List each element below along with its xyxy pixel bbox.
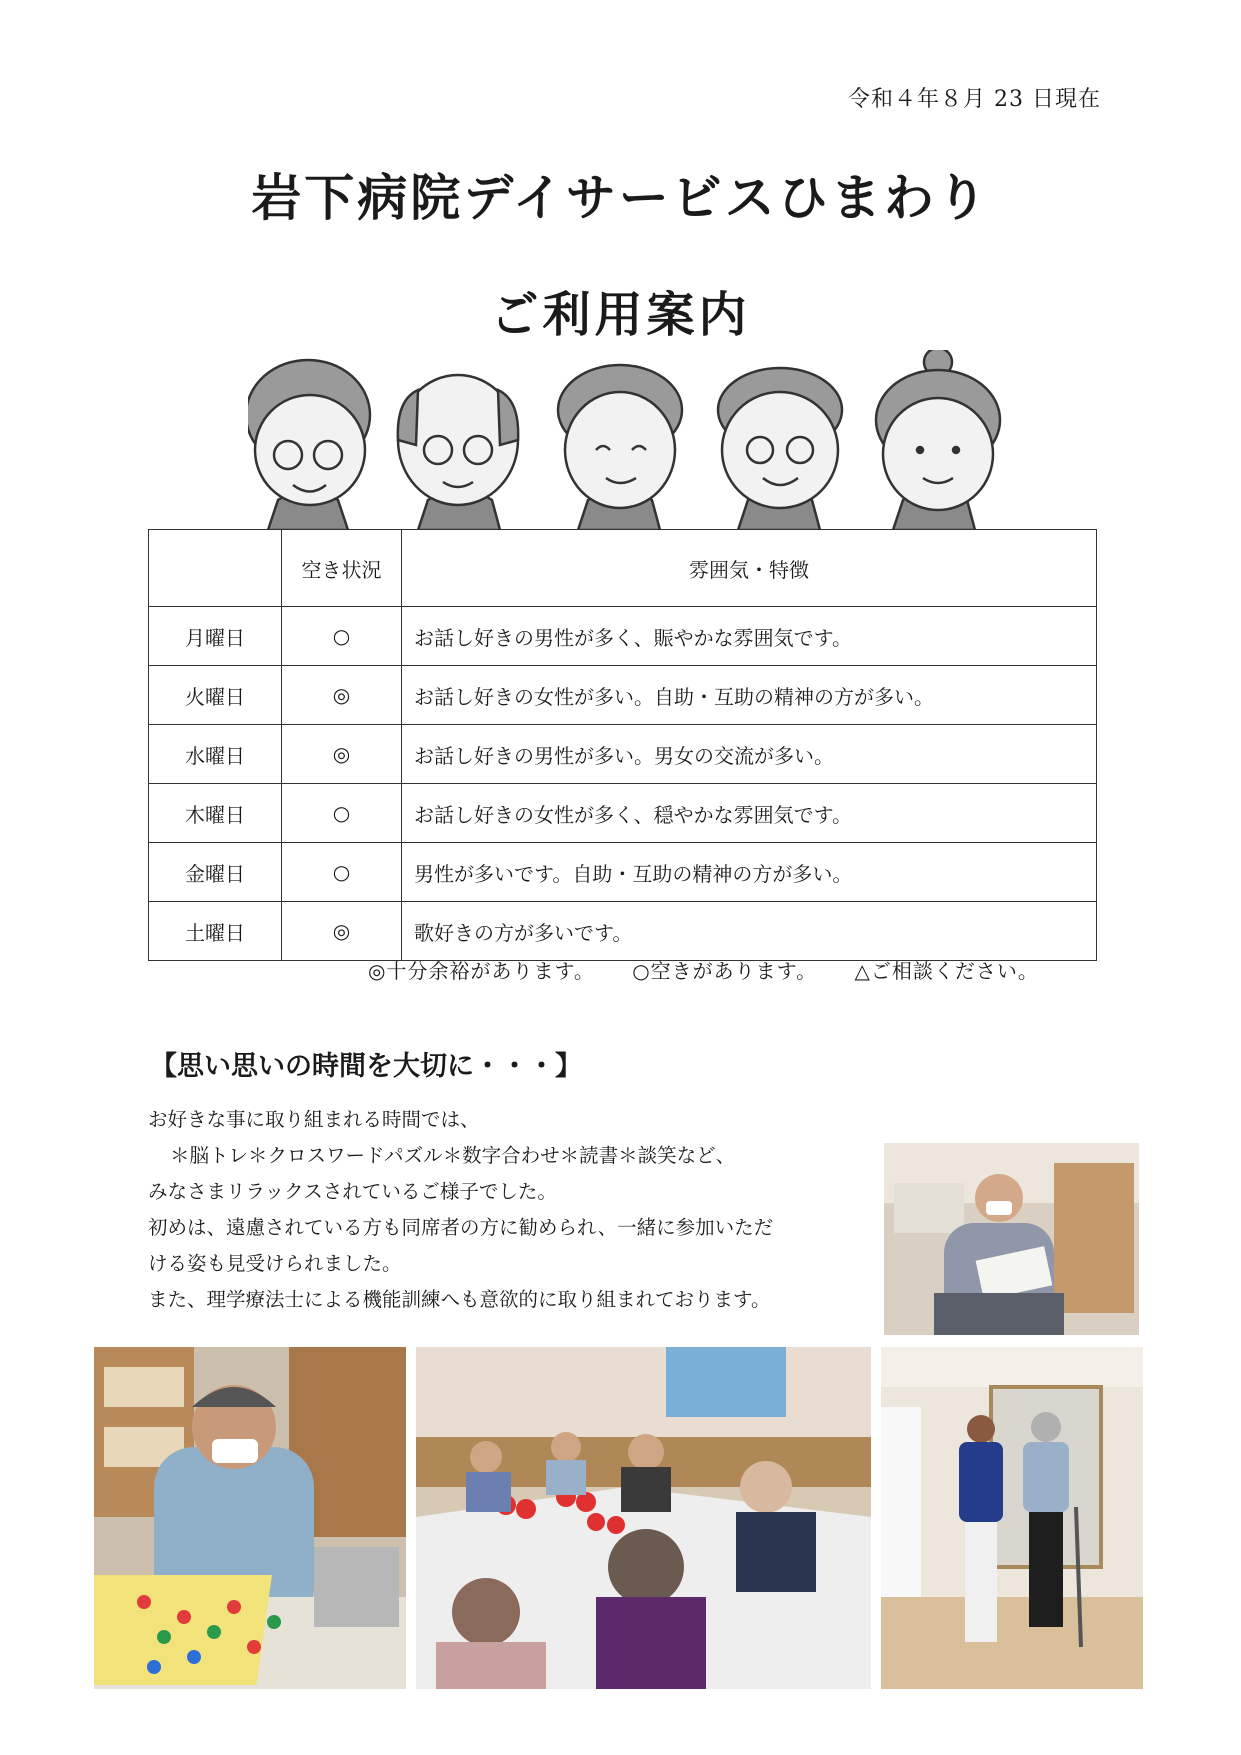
status-cell: ○ bbox=[282, 843, 402, 902]
body-line: みなさまリラックスされているご様子でした。 bbox=[148, 1180, 557, 1203]
status-cell: ◎ bbox=[282, 666, 402, 725]
day-cell: 土曜日 bbox=[149, 902, 282, 961]
note-cell: お話し好きの男性が多く、賑やかな雰囲気です。 bbox=[402, 607, 1097, 666]
page-subtitle: ご利用案内 bbox=[490, 287, 751, 343]
table-row bbox=[149, 607, 1097, 666]
table-header-status: 空き状況 bbox=[282, 530, 402, 607]
section-body bbox=[148, 1102, 868, 1318]
legend-item: ◎十分余裕があります。 bbox=[368, 959, 595, 983]
table-header-note: 雰囲気・特徴 bbox=[402, 530, 1097, 607]
photo-reading-man bbox=[884, 1143, 1139, 1335]
table-header-row bbox=[149, 530, 1097, 607]
legend-item: △ご相談ください。 bbox=[854, 959, 1039, 983]
body-line: また、理学療法士による機能訓練へも意欲的に取り組まれております。 bbox=[148, 1288, 771, 1311]
day-cell: 火曜日 bbox=[149, 666, 282, 725]
document-date: 令和４年８月 23 日現在 bbox=[848, 87, 1101, 112]
note-cell: 歌好きの方が多いです。 bbox=[402, 902, 1097, 961]
table-header-empty bbox=[149, 530, 282, 607]
note-cell: 男性が多いです。自助・互助の精神の方が多い。 bbox=[402, 843, 1097, 902]
day-cell: 金曜日 bbox=[149, 843, 282, 902]
photo-group-activity bbox=[416, 1347, 871, 1689]
photo-walking-training bbox=[881, 1347, 1143, 1689]
status-cell: ◎ bbox=[282, 725, 402, 784]
body-line: 初めは、遠慮されている方も同席者の方に勧められ、一緒に参加いただ bbox=[148, 1216, 774, 1239]
table-row bbox=[149, 902, 1097, 961]
body-line: お好きな事に取り組まれる時間では、 bbox=[148, 1108, 480, 1131]
day-cell: 木曜日 bbox=[149, 784, 282, 843]
table-row bbox=[149, 784, 1097, 843]
body-line: ＊脳トレ＊クロスワードパズル＊数字合わせ＊読書＊談笑など、 bbox=[170, 1144, 736, 1167]
table-row bbox=[149, 666, 1097, 725]
section-heading: 【思い思いの時間を大切に・・・】 bbox=[150, 1051, 582, 1082]
availability-legend bbox=[368, 955, 1069, 984]
note-cell: お話し好きの女性が多い。自助・互助の精神の方が多い。 bbox=[402, 666, 1097, 725]
availability-table bbox=[148, 529, 1097, 961]
day-cell: 水曜日 bbox=[149, 725, 282, 784]
elderly-faces-illustration bbox=[248, 350, 1018, 530]
status-cell: ○ bbox=[282, 784, 402, 843]
table-row bbox=[149, 725, 1097, 784]
day-cell: 月曜日 bbox=[149, 607, 282, 666]
body-line: ける姿も見受けられました。 bbox=[148, 1252, 402, 1275]
page-title: 岩下病院デイサービスひまわり bbox=[251, 169, 990, 227]
status-cell: ◎ bbox=[282, 902, 402, 961]
note-cell: お話し好きの男性が多い。男女の交流が多い。 bbox=[402, 725, 1097, 784]
table-row bbox=[149, 843, 1097, 902]
legend-item: ○空きがあります。 bbox=[632, 959, 818, 983]
status-cell: ○ bbox=[282, 607, 402, 666]
note-cell: お話し好きの女性が多く、穏やかな雰囲気です。 bbox=[402, 784, 1097, 843]
photo-board-game bbox=[94, 1347, 406, 1689]
